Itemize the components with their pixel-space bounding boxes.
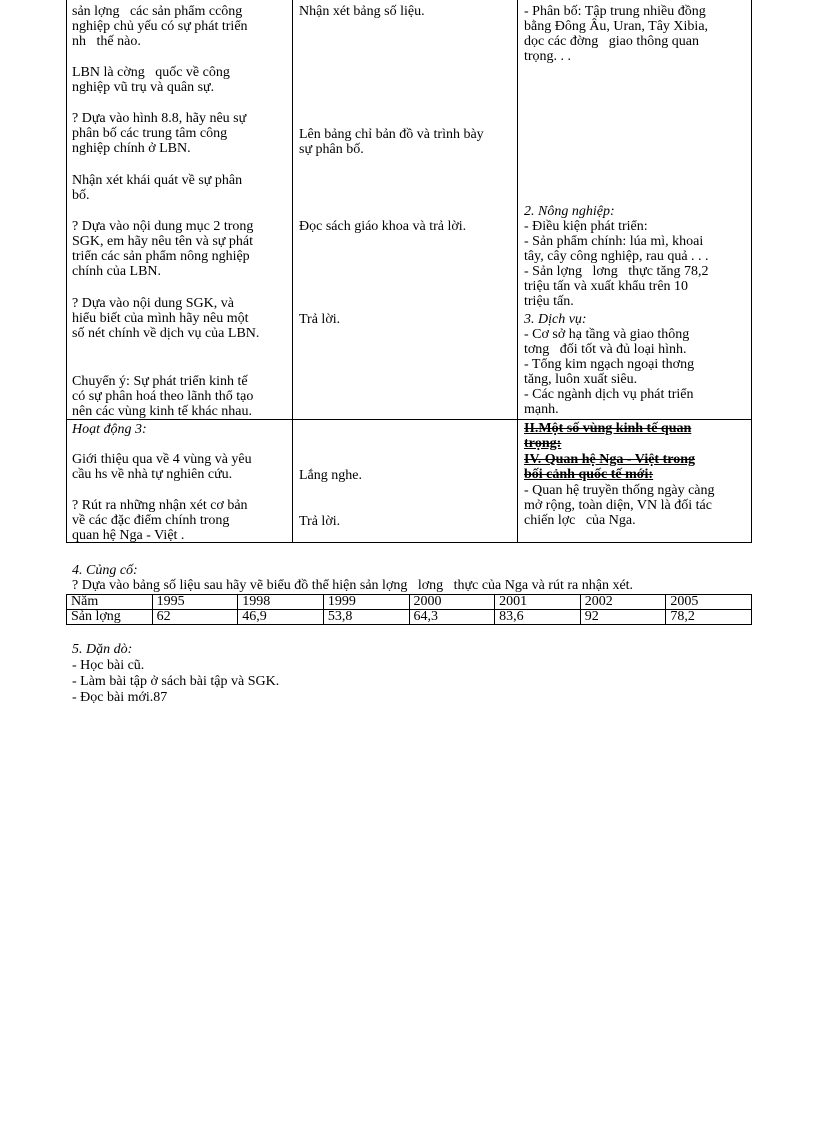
content-distribution: - Phân bố: Tập trung nhiều đồng bằng Đông Âu, Uran, Tây Xibia, dọc các đờng giao thông quan trọng. . . [524,4,709,64]
student-activity-1: Nhận xét bảng số liệu. [299,4,425,19]
section-relations-heading: IV. Quan hệ Nga - Việt trong bối cảnh quốc tế mới: [524,452,696,482]
lesson-table [66,0,752,543]
section-services-heading: 3. Dịch vụ: [524,312,587,327]
homework-item: - Đọc bài mới.87 [72,690,168,705]
table-cell: 2005 [666,595,752,610]
teacher-intro-regions: Giới thiệu qua về 4 vùng và yêu cầu hs về nhà tự nghiên cứu. [72,452,252,482]
teacher-note-space-industry: LBN là cờng quốc về công nghiệp vũ trụ và quân sự. [72,65,230,95]
teacher-question-agriculture: ? Dựa vào nội dung mục 2 trong SGK, em hãy nêu tên và sự phát triển các sản phẩm nông nghiệp chính của LBN. [72,219,254,279]
row-divider [67,419,751,420]
table-cell: 46,9 [238,610,324,625]
teacher-question-distribution: ? Dựa vào hình 8.8, hãy nêu sự phân bố các trung tâm công nghiệp chính ở LBN. [72,111,247,156]
content-relations: - Quan hệ truyền thống ngày càng mở rộng, toàn diện, VN là đối tác chiến lợc của Nga. [524,483,715,528]
student-activity-2: Lên bảng chỉ bản đồ và trình bày sự phân bố. [299,127,484,157]
table-cell: Năm [67,595,153,610]
table-header-row [67,595,752,610]
column-divider-2 [517,0,518,543]
table-cell: 2001 [495,595,581,610]
table-cell: 1999 [323,595,409,610]
table-row [67,610,752,625]
table-cell: 92 [580,610,666,625]
homework-item: - Làm bài tập ở sách bài tập và SGK. [72,674,280,689]
student-activity-4: Trả lời. [299,312,341,327]
table-cell: 1998 [238,595,324,610]
student-activity-3: Đọc sách giáo khoa và trả lời. [299,219,467,234]
table-cell: 2002 [580,595,666,610]
teacher-question-overview: Nhận xét khái quát về sự phân bố. [72,173,243,203]
consolidation-heading: 4. Củng cố: [72,563,138,578]
content-services: - Cơ sở hạ tầng và giao thông tơng đối tốt và đủ loại hình. - Tổng kim ngạch ngoại thơng tăng, luôn xuất siêu. - Các ngành dịch vụ phát triển mạnh. [524,327,695,417]
table-cell: 64,3 [409,610,495,625]
table-cell: Sản lợng [67,610,153,625]
column-divider-1 [292,0,293,543]
grain-output-table [66,594,752,625]
section-agriculture-heading: 2. Nông nghiệp: [524,204,615,219]
homework-heading: 5. Dặn dò: [72,642,133,657]
homework-item: - Học bài cũ. [72,658,145,673]
table-cell: 78,2 [666,610,752,625]
teacher-question-relations: ? Rút ra những nhận xét cơ bản về các đặc điểm chính trong quan hệ Nga - Việt . [72,498,248,543]
table-cell: 1995 [152,595,238,610]
teacher-question-output: sản lợng các sản phẩm ccông nghiệp chủ yếu có sự phát triển nh thế nào. [72,4,248,49]
teacher-transition: Chuyển ý: Sự phát triển kinh tế có sự phân hoá theo lãnh thổ tạo nên các vùng kinh tế khác nhau. [72,374,254,419]
student-activity-6: Trả lời. [299,514,341,529]
student-activity-5: Lắng nghe. [299,468,362,483]
content-agriculture: - Điều kiện phát triển: - Sản phẩm chính: lúa mì, khoai tây, cây công nghiệp, rau quả . . . - Sản lợng lơng thực tăng 78,2 triệu tấn và xuất khẩu trên 10 triệu tấn. [524,219,709,309]
activity-3-heading: Hoạt động 3: [72,422,147,437]
table-cell: 83,6 [495,610,581,625]
section-regions-heading: II.Một số vùng kinh tế quan trọng: [524,421,692,451]
table-cell: 62 [152,610,238,625]
consolidation-question: ? Dựa vào bảng số liệu sau hãy vẽ biểu đồ thể hiện sản lợng lơng thực của Nga và rút ra nhận xét. [72,578,634,593]
table-cell: 53,8 [323,610,409,625]
teacher-question-services: ? Dựa vào nội dung SGK, và hiểu biết của mình hãy nêu một số nét chính về dịch vụ của LBN. [72,296,260,341]
table-cell: 2000 [409,595,495,610]
